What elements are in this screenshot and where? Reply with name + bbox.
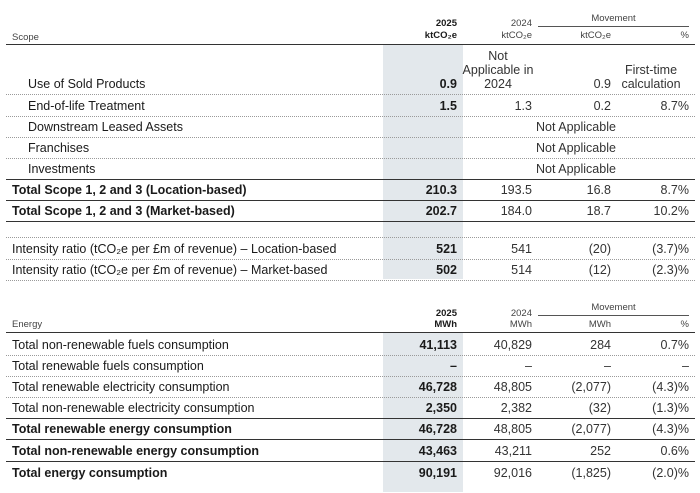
table-row bbox=[6, 238, 695, 260]
value-pct: 0.7% bbox=[660, 338, 689, 352]
table-row bbox=[6, 137, 695, 159]
value-movement: (12) bbox=[588, 263, 611, 277]
table-row bbox=[6, 179, 695, 201]
value-pct: 8.7% bbox=[660, 99, 689, 113]
value-2025: 1.5 bbox=[439, 99, 457, 113]
value-2024: 48,805 bbox=[493, 380, 532, 394]
table-row bbox=[6, 462, 695, 483]
energy-2024-year: 2024 bbox=[510, 308, 532, 319]
value-2024: 193.5 bbox=[500, 183, 532, 197]
value-movement: 0.9 bbox=[593, 77, 611, 91]
not-applicable: Not Applicable bbox=[536, 141, 616, 155]
value-2025: 202.7 bbox=[425, 204, 457, 218]
row-label: Total renewable fuels consumption bbox=[12, 359, 204, 373]
value-2025: 46,728 bbox=[418, 422, 457, 436]
value-2024: – bbox=[525, 359, 532, 373]
table-row bbox=[6, 397, 695, 419]
value-movement: (2,077) bbox=[571, 380, 611, 394]
value-movement: (1,825) bbox=[571, 466, 611, 480]
value-2024: 92,016 bbox=[493, 466, 532, 480]
value-2024: 1.3 bbox=[514, 99, 532, 113]
scope-header-rule bbox=[6, 44, 695, 45]
scope-movement-pct: % bbox=[680, 30, 689, 41]
value-2025: 46,728 bbox=[418, 380, 457, 394]
row-label: Total renewable electricity consumption bbox=[12, 380, 230, 394]
value-2025: 0.9 bbox=[439, 77, 457, 91]
energy-movement-pct: % bbox=[680, 319, 689, 330]
scope-movement-heading: Movement bbox=[591, 13, 636, 24]
value-movement: 252 bbox=[590, 444, 611, 458]
energy-movement-unit: MWh bbox=[588, 319, 611, 330]
value-pct: (4.3)% bbox=[652, 422, 689, 436]
value-2024: 48,805 bbox=[493, 422, 532, 436]
row-label: Downstream Leased Assets bbox=[28, 120, 183, 134]
row-label: Total non-renewable electricity consumption bbox=[12, 401, 255, 415]
row-label: Intensity ratio (tCO₂e per £m of revenue) – Location-based bbox=[12, 242, 337, 256]
value-2025: 90,191 bbox=[418, 466, 457, 480]
table-row bbox=[6, 200, 695, 222]
scope-movement-unit: ktCO₂e bbox=[580, 30, 611, 41]
scope-2025-year: 2025 bbox=[435, 18, 457, 29]
value-movement: (20) bbox=[588, 242, 611, 256]
row-label: Total renewable energy consumption bbox=[12, 422, 232, 436]
table-row bbox=[6, 376, 695, 398]
row-label: Intensity ratio (tCO₂e per £m of revenue) – Market-based bbox=[12, 263, 328, 277]
value-2025: 521 bbox=[436, 242, 457, 256]
table-row bbox=[6, 440, 695, 462]
value-pct: (2.3)% bbox=[652, 263, 689, 277]
scope-col-label: Scope bbox=[12, 32, 39, 43]
value-2024: 40,829 bbox=[493, 338, 532, 352]
value-2025: – bbox=[450, 359, 457, 373]
energy-2024-unit: MWh bbox=[509, 319, 532, 330]
energy-movement-heading: Movement bbox=[591, 302, 636, 313]
value-pct: 8.7% bbox=[660, 183, 689, 197]
row-label: Total Scope 1, 2 and 3 (Market-based) bbox=[12, 204, 235, 218]
energy-header-rule bbox=[6, 332, 695, 333]
scope-2025-unit: ktCO₂e bbox=[424, 30, 457, 41]
energy-table bbox=[6, 296, 695, 492]
table-row bbox=[6, 116, 695, 138]
value-movement: – bbox=[604, 359, 611, 373]
table-row bbox=[6, 95, 695, 117]
value-2024: Not Applicable in 2024 bbox=[462, 49, 534, 91]
value-2024: 43,211 bbox=[494, 444, 532, 458]
row-label: Total Scope 1, 2 and 3 (Location-based) bbox=[12, 183, 247, 197]
row-label: Investments bbox=[28, 162, 96, 176]
value-2025: 210.3 bbox=[425, 183, 457, 197]
value-pct: First-time calculation bbox=[621, 63, 681, 91]
value-2025: 43,463 bbox=[418, 444, 457, 458]
scope-movement-rule bbox=[538, 26, 689, 27]
table-row bbox=[6, 158, 695, 180]
value-movement: (2,077) bbox=[571, 422, 611, 436]
row-label: Total energy consumption bbox=[12, 466, 168, 480]
value-2025: 502 bbox=[436, 263, 457, 277]
value-2024: 184.0 bbox=[500, 204, 532, 218]
row-label: Total non-renewable fuels consumption bbox=[12, 338, 229, 352]
value-2024: 541 bbox=[511, 242, 532, 256]
scope-2024-year: 2024 bbox=[510, 18, 532, 29]
energy-2025-unit: MWh bbox=[434, 319, 457, 330]
not-applicable: Not Applicable bbox=[536, 162, 616, 176]
row-label: Total non-renewable energy consumption bbox=[12, 444, 260, 458]
value-pct: (4.3)% bbox=[652, 380, 689, 394]
energy-2025-year: 2025 bbox=[435, 308, 457, 319]
scope-table bbox=[6, 0, 695, 280]
value-movement: (32) bbox=[588, 401, 611, 415]
value-movement: 0.2 bbox=[593, 99, 611, 113]
row-label: Franchises bbox=[28, 141, 90, 155]
value-movement: 284 bbox=[590, 338, 611, 352]
value-pct: (2.0)% bbox=[652, 466, 689, 480]
table-row bbox=[6, 46, 695, 95]
table-row bbox=[6, 259, 695, 281]
value-pct: – bbox=[682, 359, 689, 373]
value-2025: 2,350 bbox=[425, 401, 457, 415]
value-pct: (1.3)% bbox=[652, 401, 689, 415]
scope-2024-unit: ktCO₂e bbox=[501, 30, 532, 41]
value-pct: 10.2% bbox=[653, 204, 689, 218]
spacer-row bbox=[6, 222, 695, 238]
value-2024: 2,382 bbox=[500, 401, 532, 415]
value-2025: 41,113 bbox=[419, 338, 457, 352]
row-label: Use of Sold Products bbox=[28, 77, 146, 91]
not-applicable: Not Applicable bbox=[536, 120, 616, 134]
value-2024: 514 bbox=[511, 263, 532, 277]
value-pct: (3.7)% bbox=[652, 242, 689, 256]
value-movement: 18.7 bbox=[586, 204, 611, 218]
row-label: End-of-life Treatment bbox=[28, 99, 145, 113]
value-pct: 0.6% bbox=[660, 444, 689, 458]
table-row bbox=[6, 334, 695, 356]
table-row bbox=[6, 355, 695, 377]
energy-movement-rule bbox=[538, 315, 689, 316]
energy-col-label: Energy bbox=[12, 319, 43, 330]
table-row bbox=[6, 418, 695, 440]
value-movement: 16.8 bbox=[586, 183, 611, 197]
